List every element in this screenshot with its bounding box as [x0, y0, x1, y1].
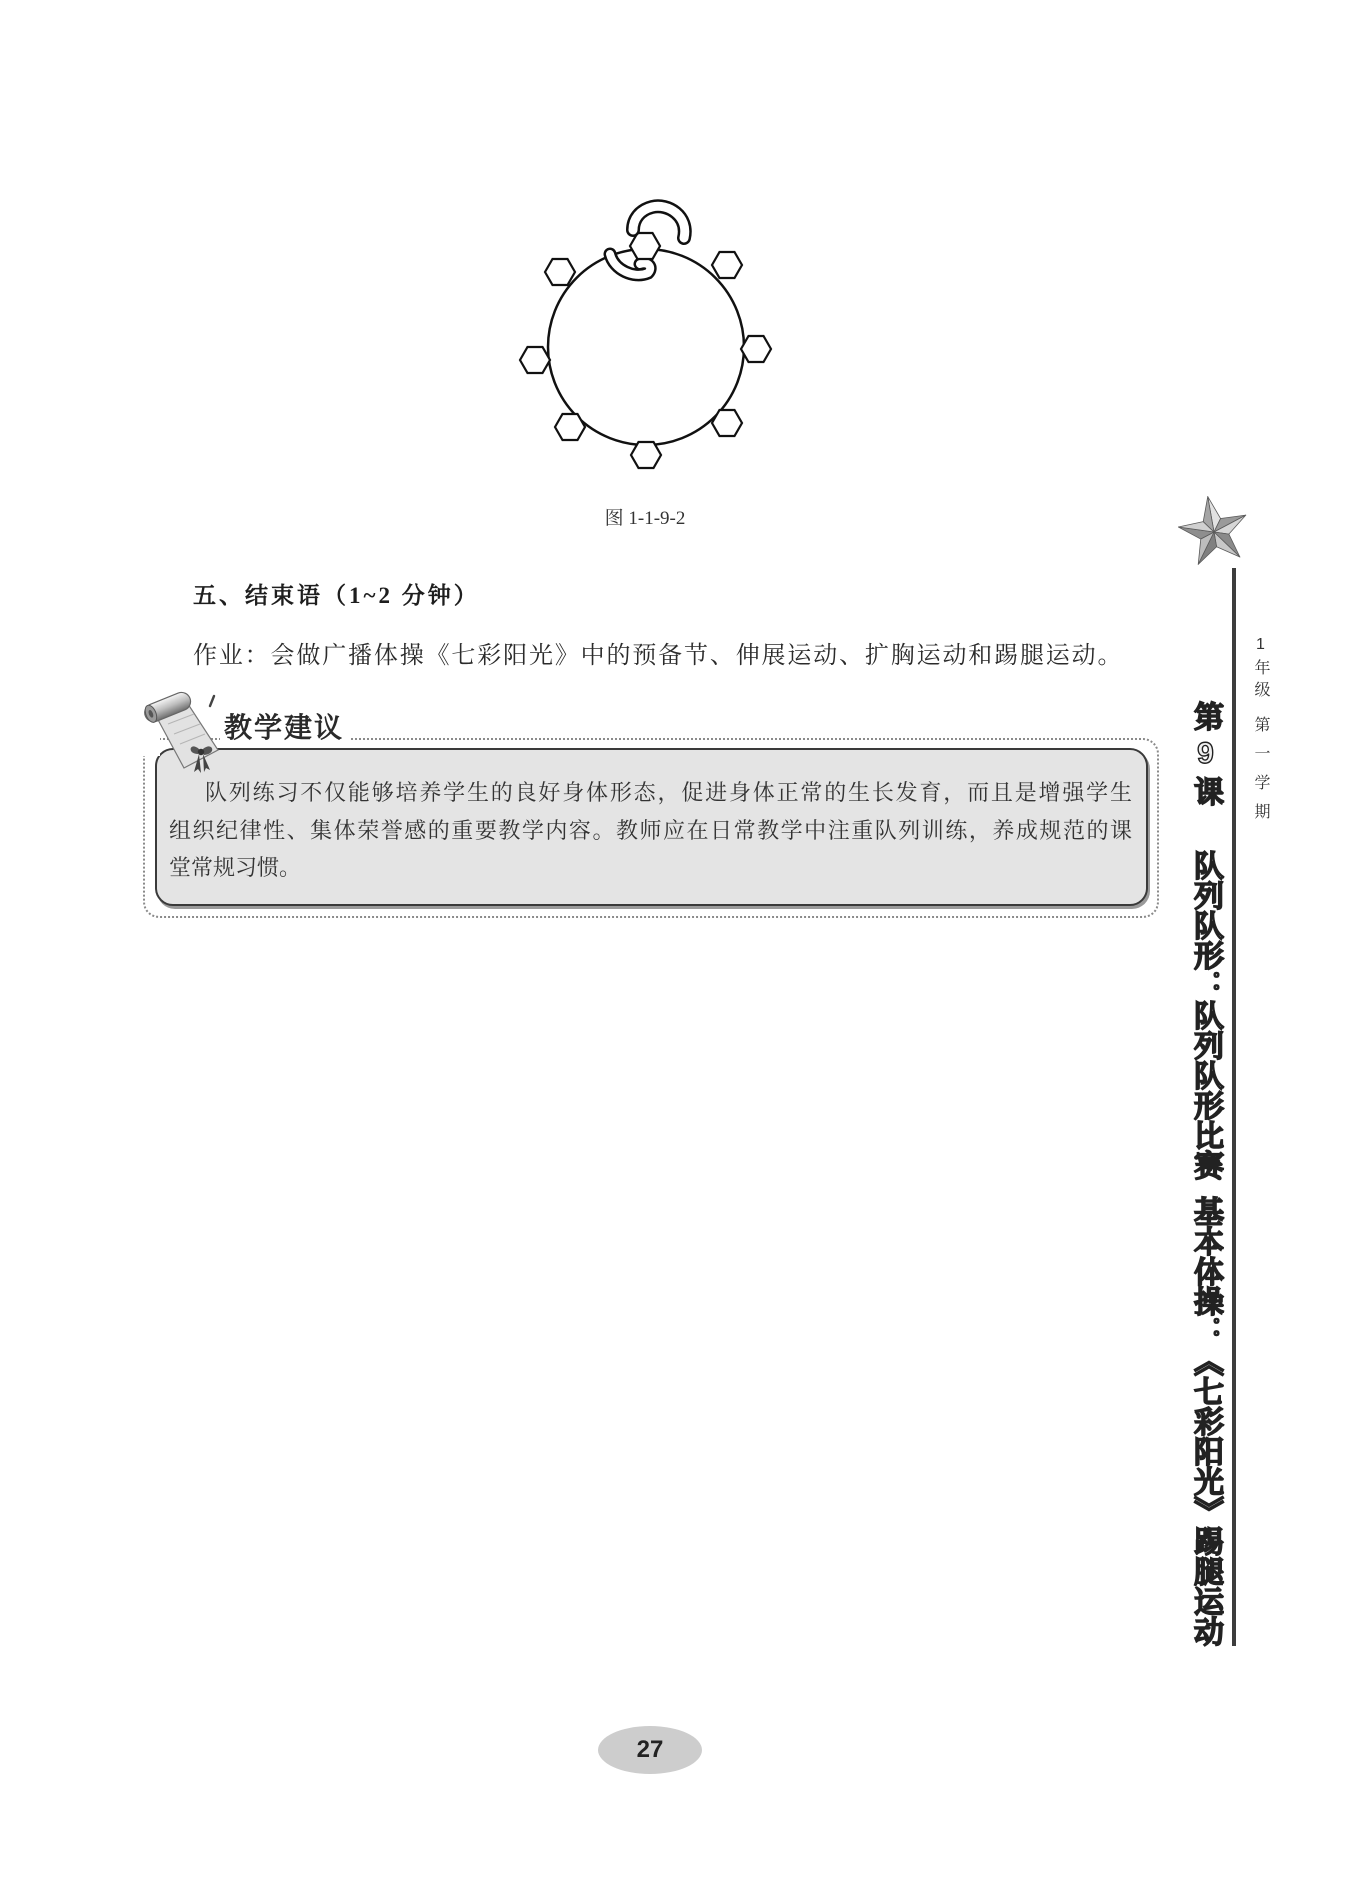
- scroll-icon: [138, 686, 230, 778]
- hexagon-marker: [712, 252, 742, 278]
- hexagon-marker: [741, 336, 771, 362]
- hexagon-marker: [545, 259, 575, 285]
- hexagon-marker: [631, 442, 661, 468]
- tip-line: 组织纪律性、集体荣誉感的重要教学内容。教师应在日常教学中注重队列训练，养成规范的课: [169, 817, 1132, 843]
- section-heading: 五、结束语（1~2 分钟）: [193, 583, 480, 608]
- homework-text: 作业：会做广播体操《七彩阳光》中的预备节、伸展运动、扩胸运动和踢腿运动。: [193, 643, 1123, 669]
- figure-caption: 图 1-1-9-2: [604, 508, 686, 529]
- sidebar-rule: [1232, 568, 1236, 1646]
- leader-marker: [610, 206, 685, 275]
- tip-body: [169, 774, 1132, 887]
- hexagon-marker: [520, 347, 550, 373]
- tip-line: 堂常规习惯。: [169, 855, 302, 880]
- hexagon-marker: [555, 414, 585, 440]
- hexagon-marker: [712, 410, 742, 436]
- lesson-topic-2: 基本体操：《七彩阳光》踢腿运动: [1189, 1196, 1222, 1646]
- grade-label: 1年级: [1252, 636, 1269, 703]
- tip-line: 队列练习不仅能够培养学生的良好身体形态，促进身体正常的生长发育，而且是增强学生: [205, 780, 1132, 805]
- lesson-label: 第9课: [1189, 701, 1222, 812]
- page-number: 27: [598, 1726, 702, 1774]
- term-label: 第一学期: [1252, 716, 1269, 832]
- tip-title: 教学建议: [220, 711, 350, 745]
- formation-diagram: [500, 180, 800, 490]
- star-icon: [1176, 494, 1252, 570]
- lesson-topic-1: 队列队形：队列队形比赛: [1189, 850, 1222, 1180]
